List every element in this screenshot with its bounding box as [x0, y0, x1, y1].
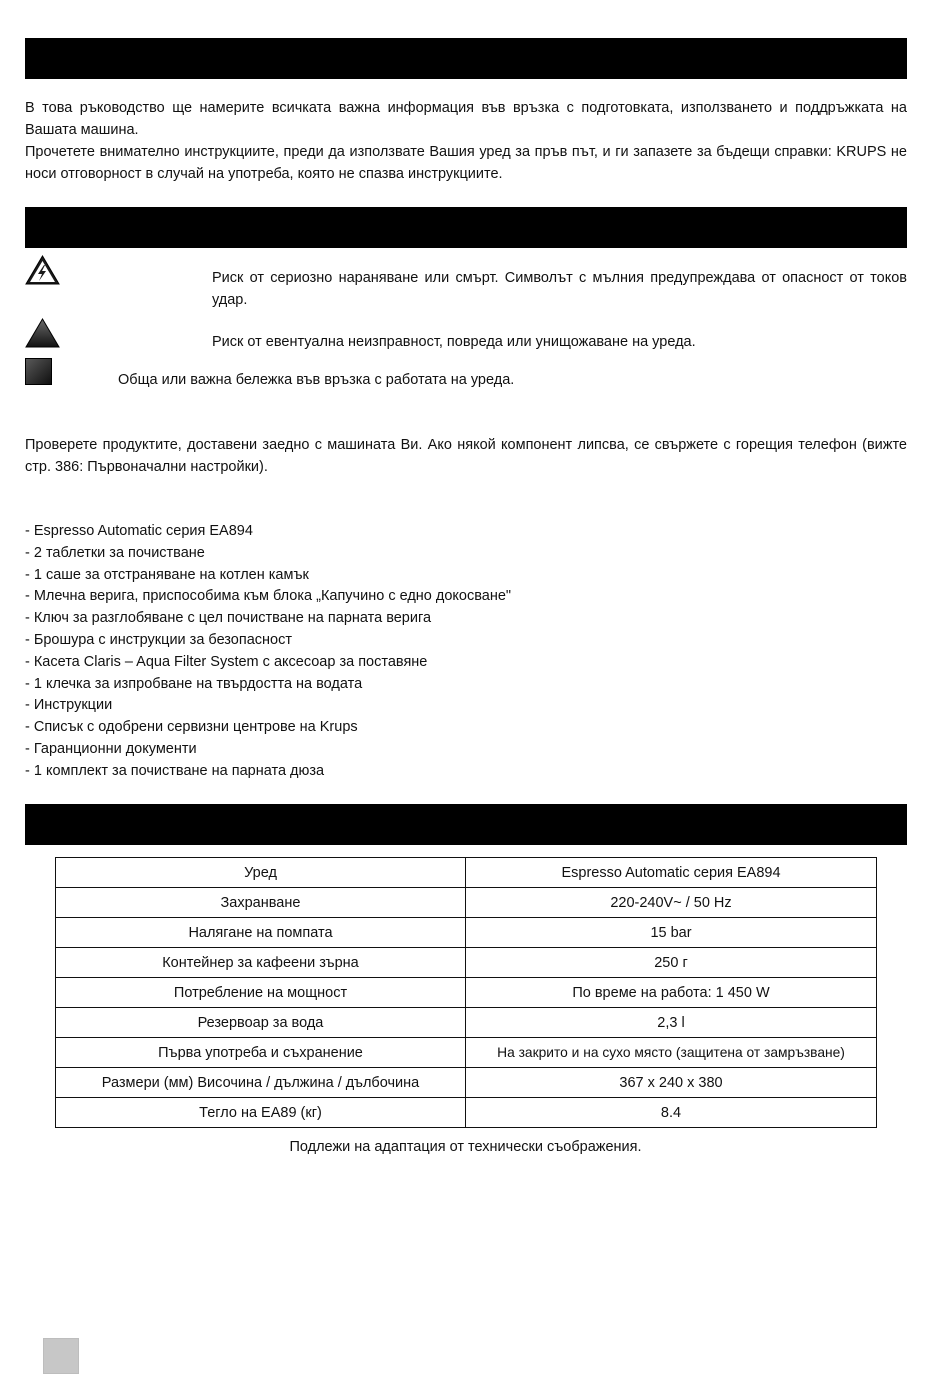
- list-item: - 1 комплект за почистване на парната дюза: [25, 762, 325, 779]
- spec-label: Тегло на EA89 (кг): [56, 1098, 466, 1128]
- spec-label: Първа употреба и съхранение: [56, 1038, 466, 1068]
- intro-paragraph-1: В това ръководство ще намерите всичката важна информация във връзка с подготовката, използването и поддръжката на Вашата машина.: [25, 100, 907, 138]
- section-header-bar-specs: [25, 804, 907, 845]
- symbol-description-note: Обща или важна бележка във връзка с работата на уреда.: [118, 372, 515, 388]
- list-item: - 1 саше за отстраняване на котлен камък: [25, 566, 309, 583]
- table-row: [56, 1038, 877, 1068]
- spec-label: Контейнер за кафеени зърна: [56, 948, 466, 978]
- list-item: - Инструкции: [25, 697, 113, 714]
- spec-value: 2,3 l: [466, 1008, 877, 1038]
- list-item: - Касета Claris – Aqua Filter System с аксесоар за поставяне: [25, 653, 428, 670]
- spec-value: 250 г: [466, 948, 877, 978]
- spec-label: Захранване: [56, 888, 466, 918]
- table-row: [56, 1098, 877, 1128]
- intro-paragraph-2: Прочетете внимателно инструкциите, преди да използвате Вашия уред за пръв път, и ги запазете за бъдещи справки: KRUPS не носи отговорност в случай на употреба, която не спазва инструкциите.: [25, 144, 907, 182]
- table-row: [56, 978, 877, 1008]
- table-row: [56, 1008, 877, 1038]
- section-header-bar-safety: [25, 207, 907, 248]
- spec-value: 8.4: [466, 1098, 877, 1128]
- spec-label: Налягане на помпата: [56, 918, 466, 948]
- symbol-description-electric: Риск от сериозно нараняване или смърт. Символът с мълния предупреждава от опасност от токов удар.: [212, 270, 907, 308]
- table-row: [56, 948, 877, 978]
- list-item: - 1 клечка за изпробване на твърдостта на водата: [25, 675, 363, 692]
- spec-footnote: Подлежи на адаптация от технически съображения.: [289, 1139, 642, 1155]
- spec-value: 15 bar: [466, 918, 877, 948]
- warning-triangle-icon: [25, 318, 60, 348]
- spec-value: По време на работа: 1 450 W: [466, 978, 877, 1008]
- spec-label: Размери (мм) Височина / дължина / дълбочина: [56, 1068, 466, 1098]
- table-row: [56, 858, 877, 888]
- list-item: - 2 таблетки за почистване: [25, 544, 205, 561]
- box-contents-list: [25, 521, 511, 783]
- lightning-warning-icon: [25, 255, 60, 285]
- spec-label: Уред: [56, 858, 466, 888]
- table-row: [56, 1068, 877, 1098]
- section-header-bar-intro: [25, 38, 907, 79]
- spec-table: [55, 857, 877, 1128]
- spec-label: Потребление на мощност: [56, 978, 466, 1008]
- spec-label: Резервоар за вода: [56, 1008, 466, 1038]
- list-item: - Гаранционни документи: [25, 740, 197, 757]
- symbol-description-damage: Риск от евентуална неизправност, повреда или унищожаване на уреда.: [212, 334, 696, 350]
- spec-value: На закрито и на сухо място (защитена от замръзване): [466, 1038, 877, 1068]
- table-row: [56, 918, 877, 948]
- spec-value: Espresso Automatic серия EA894: [466, 858, 877, 888]
- list-item: - Списък с одобрени сервизни центрове на Krups: [25, 719, 358, 736]
- list-item: - Брошура с инструкции за безопасност: [25, 631, 292, 648]
- spec-value: 220-240V~ / 50 Hz: [466, 888, 877, 918]
- list-item: - Млечна верига, приспособима към блока „Капучино с едно докосване": [25, 588, 512, 605]
- check-components-paragraph: Проверете продуктите, доставени заедно с машината Ви. Ако някой компонент липсва, се свържете с горещия телефон (вижте стр. 386: Първоначални настройки).: [25, 437, 907, 475]
- list-item: - Espresso Automatic серия EA894: [25, 523, 253, 539]
- table-row: [56, 888, 877, 918]
- spec-value: 367 x 240 x 380: [466, 1068, 877, 1098]
- note-square-icon: [25, 358, 52, 385]
- list-item: - Ключ за разглобяване с цел почистване на парната верига: [25, 610, 432, 627]
- page-number-box: [43, 1338, 79, 1374]
